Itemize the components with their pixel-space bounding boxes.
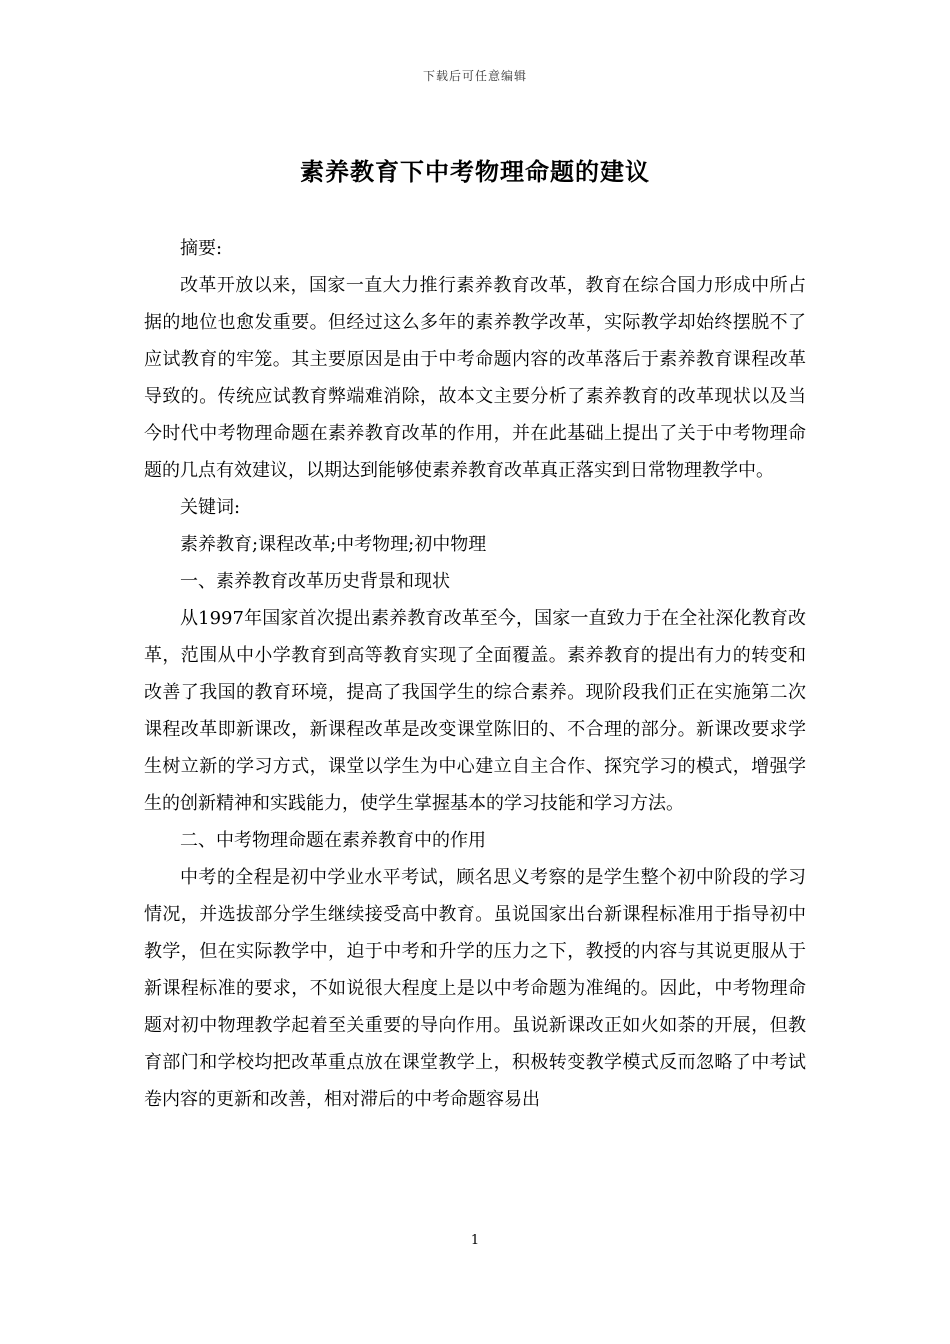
section-2-paragraph: 中考的全程是初中学业水平考试，顾名思义考察的是学生整个初中阶段的学习情况，并选拔部分学生继续接受高中教育。虽说国家出台新课程标准用于指导初中教学，但在实际教学中，迫于中考和升学的压力之下，教授的内容与其说更服从于新课程标准的要求，不如说很大程度上是以中考命题为准绳的。因此，中考物理命题对初中物理教学起着至关重要的导向作用。虽说新课改正如火如荼的开展，但教育部门和学校均把改革重点放在课堂教学上，积极转变教学模式反而忽略了中考试卷内容的更新和改善，相对滞后的中考命题容易出: [144, 867, 806, 1110]
section-1-heading: 一、素养教育改革历史背景和现状: [180, 571, 450, 592]
abstract-paragraph: 改革开放以来，国家一直大力推行素养教育改革，教育在综合国力形成中所占据的地位也愈发重要。但经过这么多年的素养教学改革，实际教学却始终摆脱不了应试教育的牢笼。其主要原因是由于中考命题内容的改革落后于素养教育课程改革导致的。传统应试教育弊端难消除，故本文主要分析了素养教育的改革现状以及当今时代中考物理命题在素养教育改革的作用，并在此基础上提出了关于中考物理命题的几点有效建议，以期达到能够使素养教育改革真正落实到日常物理教学中。: [144, 275, 806, 481]
document-body: [144, 230, 806, 1118]
keywords-paragraph: 素养教育;课程改革;中考物理;初中物理: [180, 534, 487, 555]
keywords-label: 关键词:: [180, 497, 241, 518]
section-2-heading: 二、中考物理命题在素养教育中的作用: [180, 830, 486, 851]
section-1-paragraph: 从1997年国家首次提出素养教育改革至今，国家一直致力于在全社深化教育改革，范围从中小学教育到高等教育实现了全面覆盖。素养教育的提出有力的转变和改善了我国的教育环境，提高了我国学生的综合素养。现阶段我们正在实施第二次课程改革即新课改，新课程改革是改变课堂陈旧的、不合理的部分。新课改要求学生树立新的学习方式，课堂以学生为中心建立自主合作、探究学习的模式，增强学生的创新精神和实践能力，使学生掌握基本的学习技能和学习方法。: [144, 608, 806, 814]
page-header: 下载后可任意编辑: [422, 69, 527, 83]
document-title: 素养教育下中考物理命题的建议: [300, 157, 650, 186]
abstract-label: 摘要:: [180, 238, 223, 259]
page-number: 1: [470, 1233, 480, 1248]
